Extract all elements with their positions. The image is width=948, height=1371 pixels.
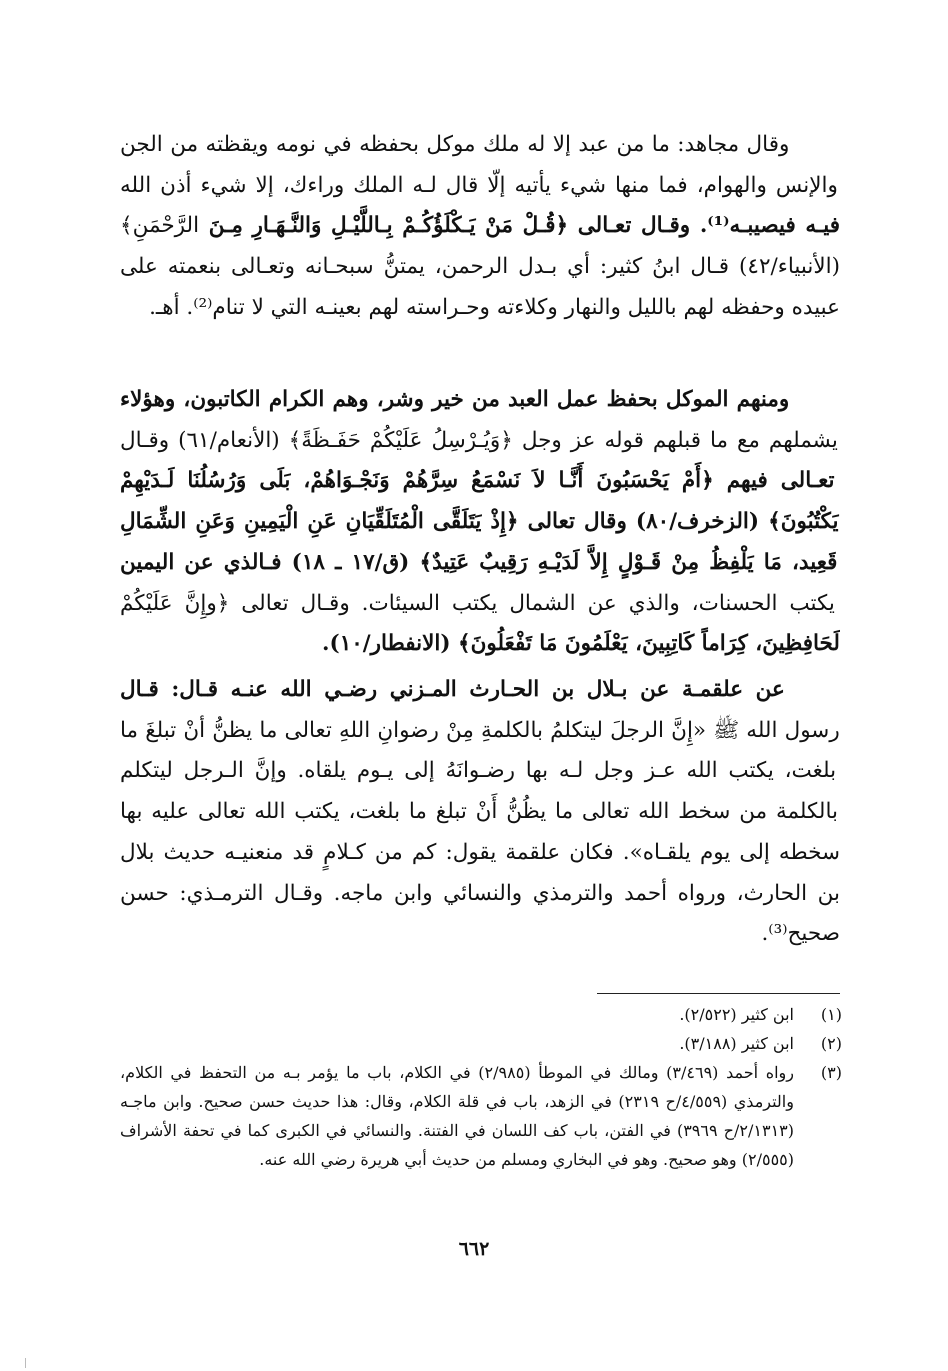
footnote-text: ابن كثير (٢/٥٢٢). [679, 1005, 794, 1024]
p3-line-3: بلغت، يكتب الله عـز وجل لـه بها رضـوانَهُ إلى يـوم يلقاه. وإنَّ الـرجل ليتكلم [120, 758, 837, 784]
p2-line-5: قَعِيد، مَا يَلْفِظُ مِنْ قَـوْلٍ إِلاَّ لَدَيْـهِ رَقِيبٌ عَتِيدٌ﴾ (ق/١٧ ـ ١٨) فـالذي عن اليمين [120, 549, 838, 575]
p3-line-5: سخطه إلى يوم يلقـاه». فكان علقمة يقول: كم من كـلامٍ قد منعنيـه حديث [154, 839, 840, 865]
p1-line-5: بنعمته على عبيده وحفظه لهم بالليل والنهار وكلاءته وحـراسته لهم بعينـه التي لا [120, 254, 840, 320]
p2-line-3: تعـالى فيهم ﴿أَمْ يَحْسَبُونَ أَنَّـا لاَ نَسْمَعُ سِرَّهُمْ وَنَجْـوَاهُمْ، بَلَى وَرُسُلُنَا لَـدَيْهِمْ [120, 468, 835, 494]
footnote-number: (٣) [820, 1063, 842, 1082]
paragraph-mujahid [120, 125, 840, 370]
p3-line-2: رسول الله ﷺ «إِنَّ الرجلَ ليتكلمُ بالكلمةِ مِنْ رضوانِ اللهِ تعالى ما يظنُّ أنْ تبلغَ ما [120, 717, 840, 743]
p3-line-6: بلال بن الحارث، ورواه أحمد والترمذي والنسائي وابن ماجه. وقـال الترمـذي: [120, 839, 840, 906]
footnote-text: ابن كثير (٣/١٨٨). [679, 1034, 794, 1053]
footnote-1 [120, 1000, 842, 1029]
paragraph-recorders [120, 380, 840, 670]
p3-line-1: عن علقمـة عن بـلال بن الحـارث المـزني رضـي الله عنـه قـال: قـال [120, 677, 785, 702]
p3-line-7: حسن صحيح⁽³⁾. [120, 880, 840, 947]
p2-line-4: يَكْتُبُونَ﴾ (الزخرف/٨٠) وقال تعالى ﴿إِذْ يَتَلَقَّى الْمُتَلَقِّيَانِ عَنِ الْيَمِينِ وَعَنِ الشِّمَالِ [120, 509, 839, 535]
p1-line-1: وقال مجاهد: ما من عبد إلا له ملك موكل بحفظه في نومه ويقظته من الجن [120, 132, 790, 157]
footnotes [120, 1000, 842, 1174]
p3-line-4: بالكلمة من سخط الله تعالى ما يظُنُّ أَنْ تبلغ ما بلغت، يكتب الله تعالى عليه بها [120, 799, 838, 825]
scan-mark [25, 1358, 26, 1368]
p1-line-4: الرَّحْمَنِ﴾ (الأنبياء/٤٢) قـال ابنُ كثير: أي بـدل الرحمن، يمتنُّ سبحـانه وتعـالى [120, 213, 840, 280]
p2-line-2: يشملهم مع ما قبلهم قوله عز وجل ﴿وَيُـرْسِلُ عَلَيْكُمْ حَفَـظَةً﴾ (الأنعام/٦١) وقـال [120, 427, 838, 453]
footnote-text: رواه أحمد (٣/٤٦٩) ومالك في الموطأ (٢/٩٨٥) في الكلام، باب ما يؤمر بـه من التحفظ في الكلام، والترمذي (٤/٥٥٩/ح ٢٣١٩) في الزهد، باب في قلة الكلام، وقال: هذا حديث حسن صحيح. وابن ماجـه (٢/١٣١٣/ح ٣٩٦٩) في الفتن، باب كف اللسان في الفتنة. والنسائي في الكبرى كما في تحفة الأشراف (٢/٥٥٥) وهو صحيح. وهو في البخاري ومسلم من حديث أبي هريرة رضي الله عنه. [120, 1063, 794, 1169]
footnote-3 [120, 1058, 842, 1174]
footnote-number: (٢) [820, 1034, 842, 1053]
page-number: ٦٦٢ [458, 1238, 490, 1260]
p2-line-1: ومنهم الموكل بحفظ عمل العبد من خير وشر، وهم الكرام الكاتبون، وهؤلاء [120, 387, 790, 412]
footnote-2 [120, 1029, 842, 1058]
p1-line-2: والإنس والهوام، فما منها شيء يأتيه إلّا قال لـه الملك وراءك، إلا شيء أذن الله [120, 172, 838, 198]
p2-line-6: يكتب الحسنات، والذي عن الشمال يكتب السيئات. وقـال تعالى ﴿وإِنَّ عَلَيْكُمْ [120, 590, 835, 616]
p1-line-6: تنام⁽²⁾. أهـ. [149, 294, 245, 320]
paragraph-hadith [120, 670, 840, 960]
footnote-number: (١) [820, 1005, 842, 1024]
main-text [120, 125, 840, 963]
p1-line-3: فيـه فيصيبـه⁽¹⁾. وقـال تعـالى ﴿قُـلْ مَنْ يَـكْلَؤُكُـمْ بِـاللَّيْـلِ وَالنَّـهَـارِ مِـنَ [199, 213, 840, 239]
footnote-separator [597, 993, 840, 994]
p2-line-7: لَحَافِظِينَ، كِرَاماً كَاتِبِينَ، يَعْلَمُونَ مَا تَفْعَلُونَ﴾ (الانفطار/١٠). [322, 631, 840, 657]
